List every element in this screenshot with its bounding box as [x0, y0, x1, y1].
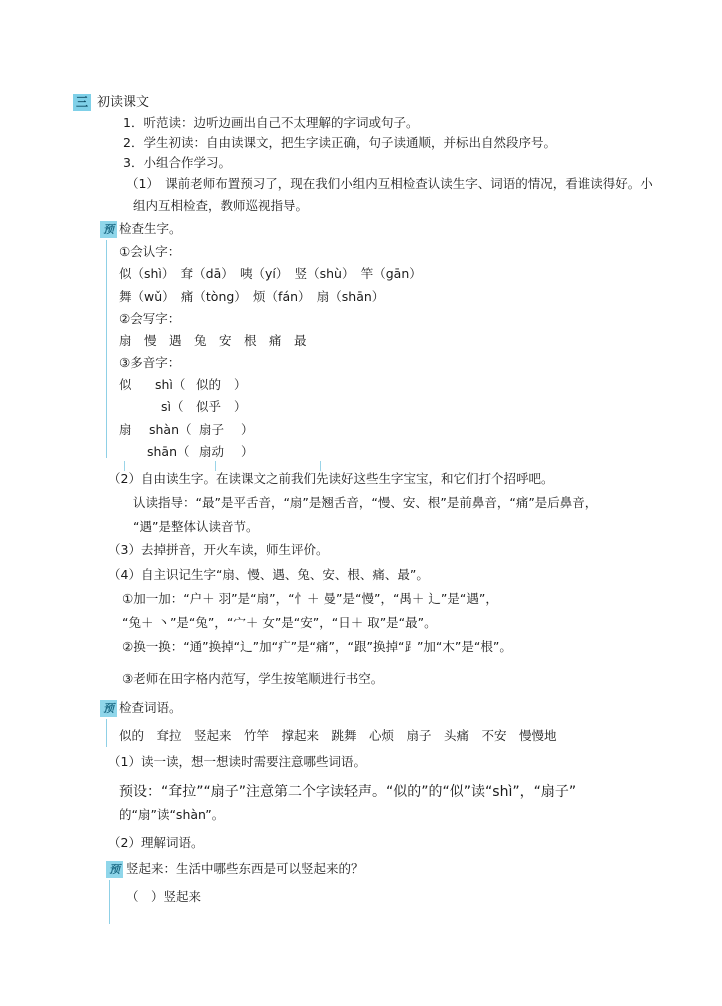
recognize-line-2: 舞（wǔ） 痛（tòng） 烦（fán） 扇（shān）: [119, 289, 385, 304]
poly-close: ）: [234, 399, 247, 414]
para-1-line-2: 组内互相检查，教师巡视指导。: [133, 198, 309, 213]
para-5-preset-2: 的“扇”读“shàn”。: [119, 807, 225, 822]
step-2: 2．学生初读：自由读课文，把生字读正确，句子读通顺，并标出自然段序号。: [123, 135, 556, 150]
block3-title: 竖起来：生活中哪些东西是可以竖起来的？: [126, 861, 364, 876]
para-2-guide-1: 认读指导：“最”是平舌音，“扇”是翘舌音，“慢、安、根”是前鼻音，“痛”是后鼻音，: [133, 495, 598, 510]
poly-close: ）: [234, 377, 247, 392]
poly-pinyin: shān（: [147, 444, 190, 459]
poly-word: 扇子: [199, 422, 225, 437]
para-4-line: （4）自主识记生字“扇、慢、遇、兔、安、根、痛、最”。: [108, 567, 429, 582]
poly-char: 似: [119, 377, 132, 392]
fill-blank: （ ）竖起来: [126, 889, 202, 904]
recognize-title: ①会认字：: [119, 244, 181, 259]
poly-pinyin: shì（: [155, 377, 186, 392]
para-4-memo-3: ③老师在田字格内范写，学生按笔顺进行书空。: [122, 671, 384, 686]
preview-tag-icon: 预: [100, 221, 117, 238]
block1-title: 检查生字。: [119, 221, 182, 236]
recognize-line-1: 似（shì） 耷（dā） 咦（yí） 竖（shù） 竿（gān）: [119, 266, 422, 281]
para-5-preset-1: 预设：“耷拉”“扇子”注意第二个字读轻声。“似的”的“似”读“shì”，“扇子”: [119, 784, 577, 800]
para-4-memo-1a: ①加一加：“户＋ 羽”是“扇”，“忄＋ 曼”是“慢”，“禺＋ 辶”是“遇”，: [122, 591, 498, 606]
poly-pinyin: shàn（: [149, 422, 192, 437]
block2-title: 检查词语。: [119, 700, 182, 715]
para-1-line-1: （1） 课前老师布置预习了，现在我们小组内互相检查认读生字、词语的情况，看谁读得好。小: [126, 176, 653, 191]
preview-tag-icon: 预: [100, 700, 117, 717]
word-list: 似的 耷拉 竖起来 竹竿 撑起来 跳舞 心烦 扇子 头痛 不安 慢慢地: [119, 728, 557, 743]
write-title: ②会写字：: [119, 311, 181, 326]
para-6: （2）理解词语。: [108, 835, 204, 850]
para-4-memo-2: ②换一换：“通”换掉“辶”加“疒”是“痛”，“跟”换掉“⻊”加“木”是“根”。: [122, 639, 512, 654]
poly-word: 似的: [196, 377, 222, 392]
poly-close: ）: [241, 422, 254, 437]
poly-word: 扇动: [199, 444, 225, 459]
poly-pinyin: sì（: [161, 399, 184, 414]
block2-side-bar: [106, 719, 107, 747]
step-3: 3．小组合作学习。: [123, 155, 231, 170]
section-title: 初读课文: [97, 95, 150, 110]
section-badge: 三: [73, 94, 91, 111]
para-2-guide-2: “遇”是整体认读音节。: [133, 519, 259, 534]
para-5-line: （1）读一读，想一想读时需要注意哪些词语。: [108, 754, 366, 769]
para-3: （3）去掉拼音，开火车读，师生评价。: [108, 542, 329, 557]
poly-title: ③多音字：: [119, 355, 181, 370]
block3-side-bar: [109, 880, 110, 924]
preview-tag-icon: 预: [106, 861, 123, 878]
step-1: 1．听范读：边听边画出自己不太理解的字词或句子。: [123, 115, 419, 130]
poly-close: ）: [241, 444, 254, 459]
para-2-line: （2）自由读生字。在读课文之前我们先读好这些生字宝宝，和它们打个招呼吧。: [108, 471, 554, 486]
para-4-memo-1b: “兔＋ 丶”是“兔”，“宀＋ 女”是“安”，“日＋ 取”是“最”。: [122, 615, 437, 630]
poly-word: 似乎: [196, 399, 222, 414]
poly-char: 扇: [119, 422, 132, 437]
write-chars: 扇 慢 遇 兔 安 根 痛 最: [119, 333, 307, 348]
block1-side-bar: [106, 240, 107, 458]
